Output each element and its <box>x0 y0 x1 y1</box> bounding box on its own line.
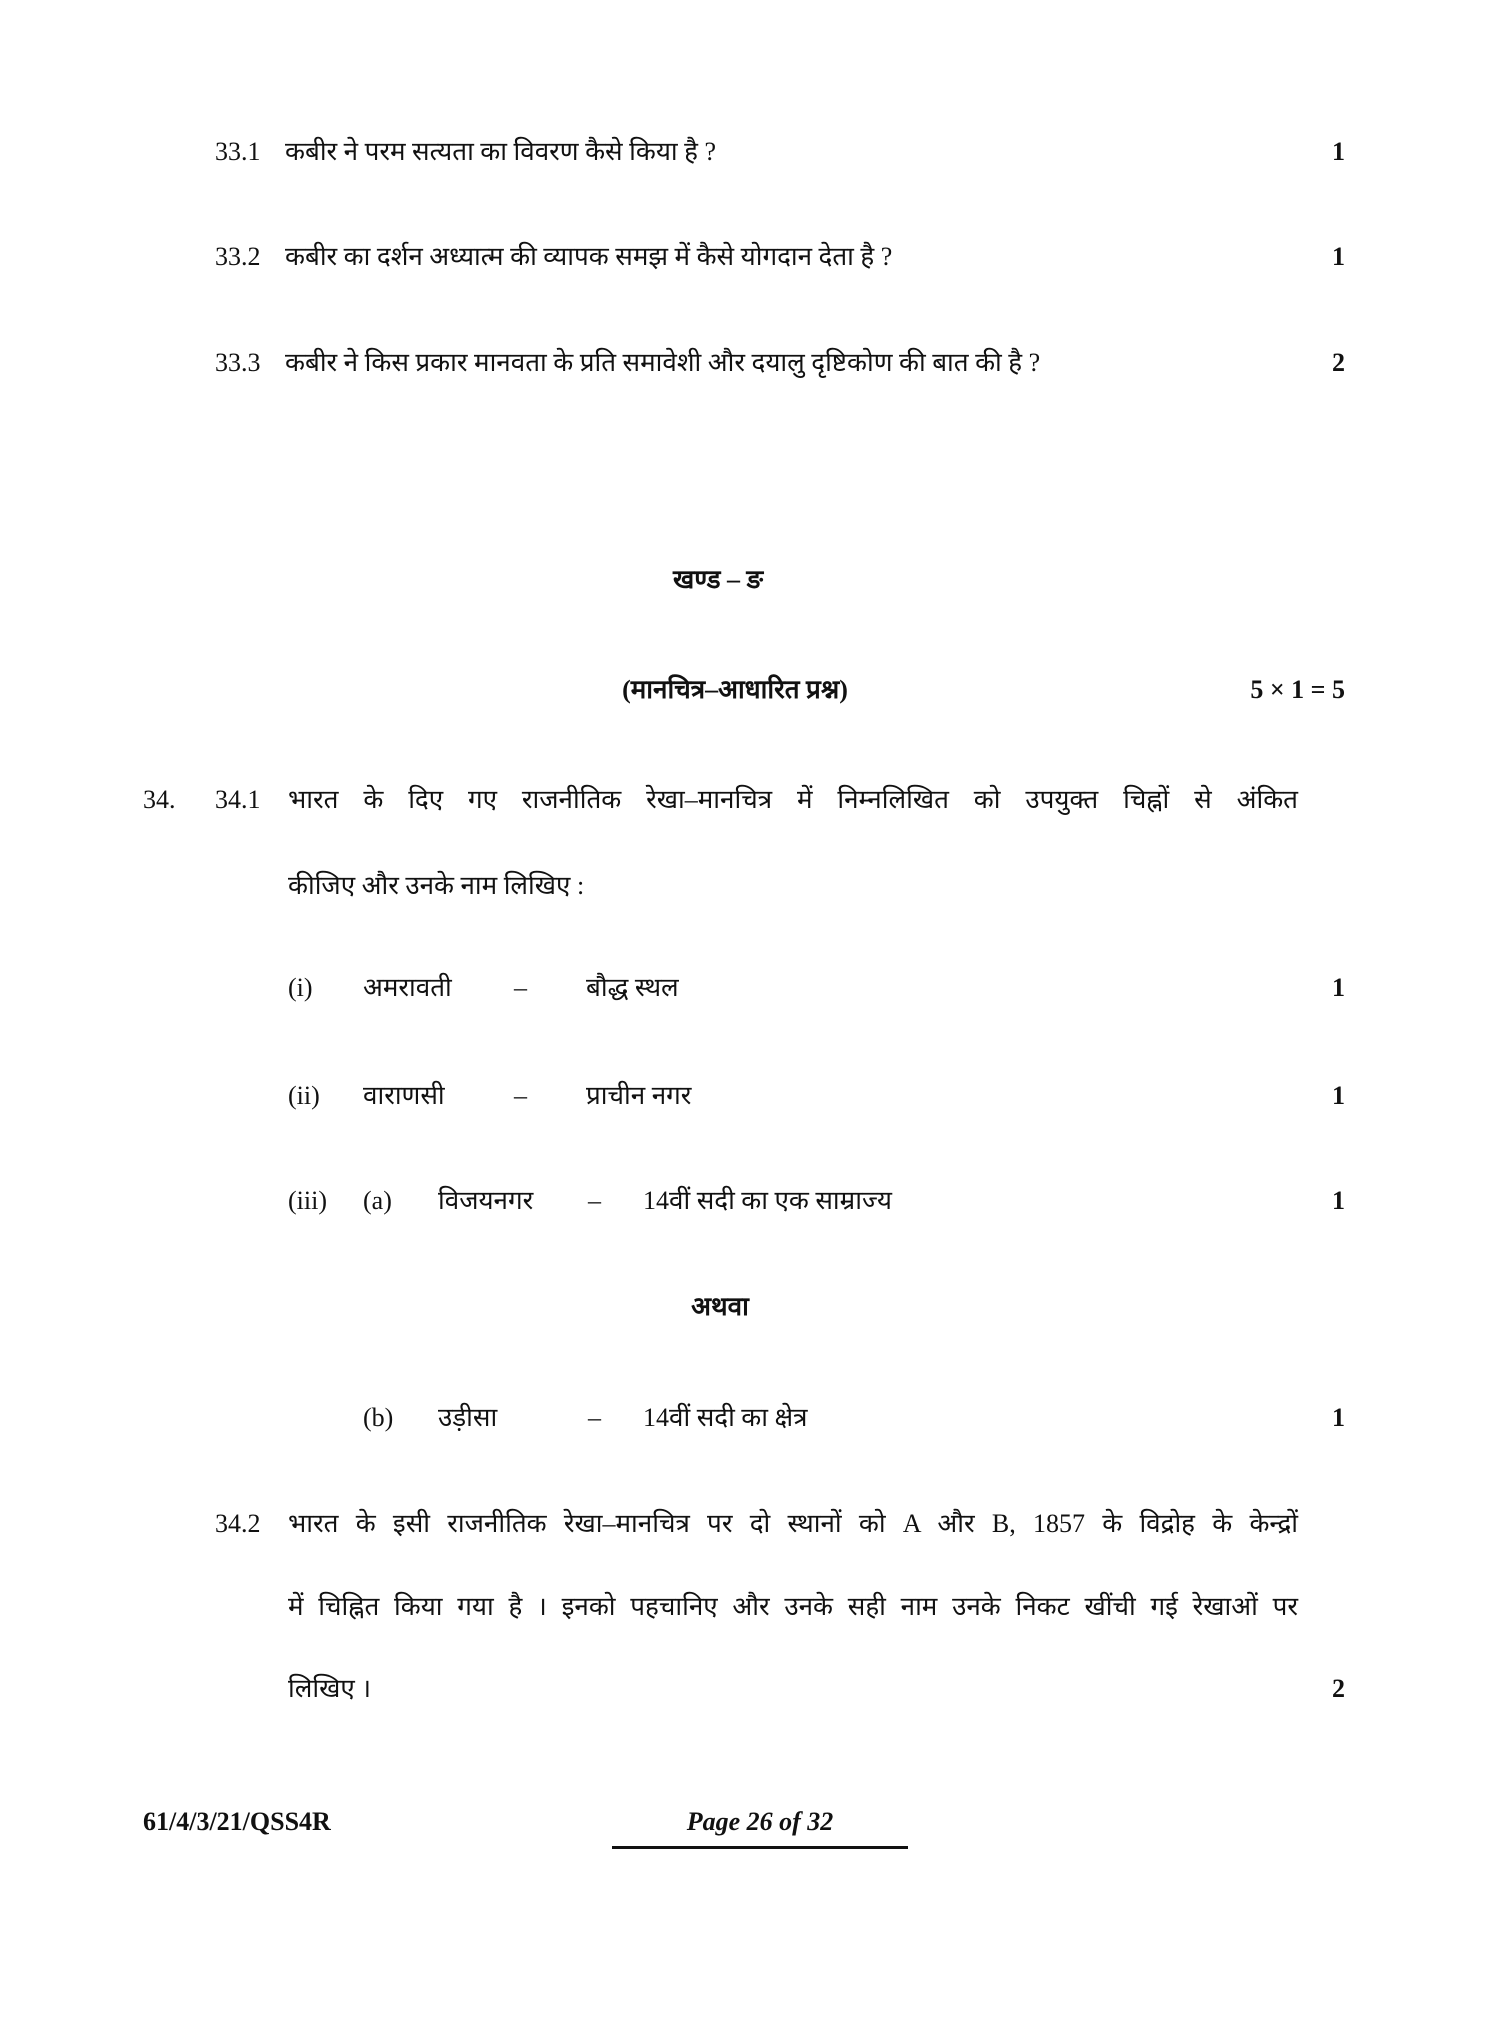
question-text-line: लिखिए । <box>288 1674 372 1703</box>
question-text: कबीर ने किस प्रकार मानवता के प्रति समावेशी और दयालु दृष्टिकोण की बात की है ? <box>285 348 1041 377</box>
marks: 2 <box>1332 348 1345 377</box>
question-text-line: में चिह्नित किया गया है । इनको पहचानिए और उनके सही नाम उनके निकट खींची गई रेखाओं पर <box>288 1592 1298 1621</box>
subquestion-number: 34.1 <box>215 785 261 814</box>
subquestion-number: 34.2 <box>215 1509 261 1538</box>
question-text-line: कीजिए और उनके नाम लिखिए : <box>288 871 585 900</box>
item-label: (iii) <box>288 1186 327 1215</box>
section-marks: 5 × 1 = 5 <box>1250 675 1345 704</box>
page-number: Page 26 of 32 <box>686 1807 834 1836</box>
marks: 1 <box>1332 242 1345 271</box>
item-sublabel: (b) <box>363 1403 394 1432</box>
marks: 1 <box>1332 1186 1345 1215</box>
question-text: कबीर का दर्शन अध्यात्म की व्यापक समझ में कैसे योगदान देता है ? <box>285 242 893 271</box>
marks: 1 <box>1332 137 1345 166</box>
question-number: 33.3 <box>215 348 261 377</box>
item-dash: – <box>588 1403 601 1432</box>
item-place: अमरावती <box>363 973 452 1002</box>
marks: 1 <box>1332 1403 1345 1432</box>
question-number: 34. <box>143 785 176 814</box>
page-number-underline <box>612 1846 908 1849</box>
question-number: 33.1 <box>215 137 261 166</box>
item-place: विजयनगर <box>438 1186 534 1215</box>
paper-code: 61/4/3/21/QSS4R <box>143 1807 331 1836</box>
question-text: कबीर ने परम सत्यता का विवरण कैसे किया है ? <box>285 137 716 166</box>
or-label: अथवा <box>691 1292 749 1321</box>
section-subtitle: (मानचित्र–आधारित प्रश्न) <box>622 675 848 704</box>
item-desc: प्राचीन नगर <box>586 1081 692 1110</box>
question-text-line: भारत के इसी राजनीतिक रेखा–मानचित्र पर दो स्थानों को A और B, 1857 के विद्रोह के केन्द्रों <box>288 1509 1298 1538</box>
item-label: (i) <box>288 973 313 1002</box>
question-number: 33.2 <box>215 242 261 271</box>
item-label: (ii) <box>288 1081 320 1110</box>
item-dash: – <box>588 1186 601 1215</box>
marks: 1 <box>1332 1081 1345 1110</box>
item-desc: बौद्ध स्थल <box>586 973 679 1002</box>
item-place: वाराणसी <box>363 1081 445 1110</box>
section-title: खण्ड – ङ <box>672 565 764 594</box>
item-desc: 14वीं सदी का क्षेत्र <box>643 1403 808 1432</box>
question-text-line: भारत के दिए गए राजनीतिक रेखा–मानचित्र में निम्नलिखित को उपयुक्त चिह्नों से अंकित <box>288 785 1298 814</box>
item-sublabel: (a) <box>363 1186 392 1215</box>
item-dash: – <box>514 1081 527 1110</box>
item-place: उड़ीसा <box>438 1403 498 1432</box>
marks: 2 <box>1332 1674 1345 1703</box>
item-dash: – <box>514 973 527 1002</box>
item-desc: 14वीं सदी का एक साम्राज्य <box>643 1186 892 1215</box>
marks: 1 <box>1332 973 1345 1002</box>
